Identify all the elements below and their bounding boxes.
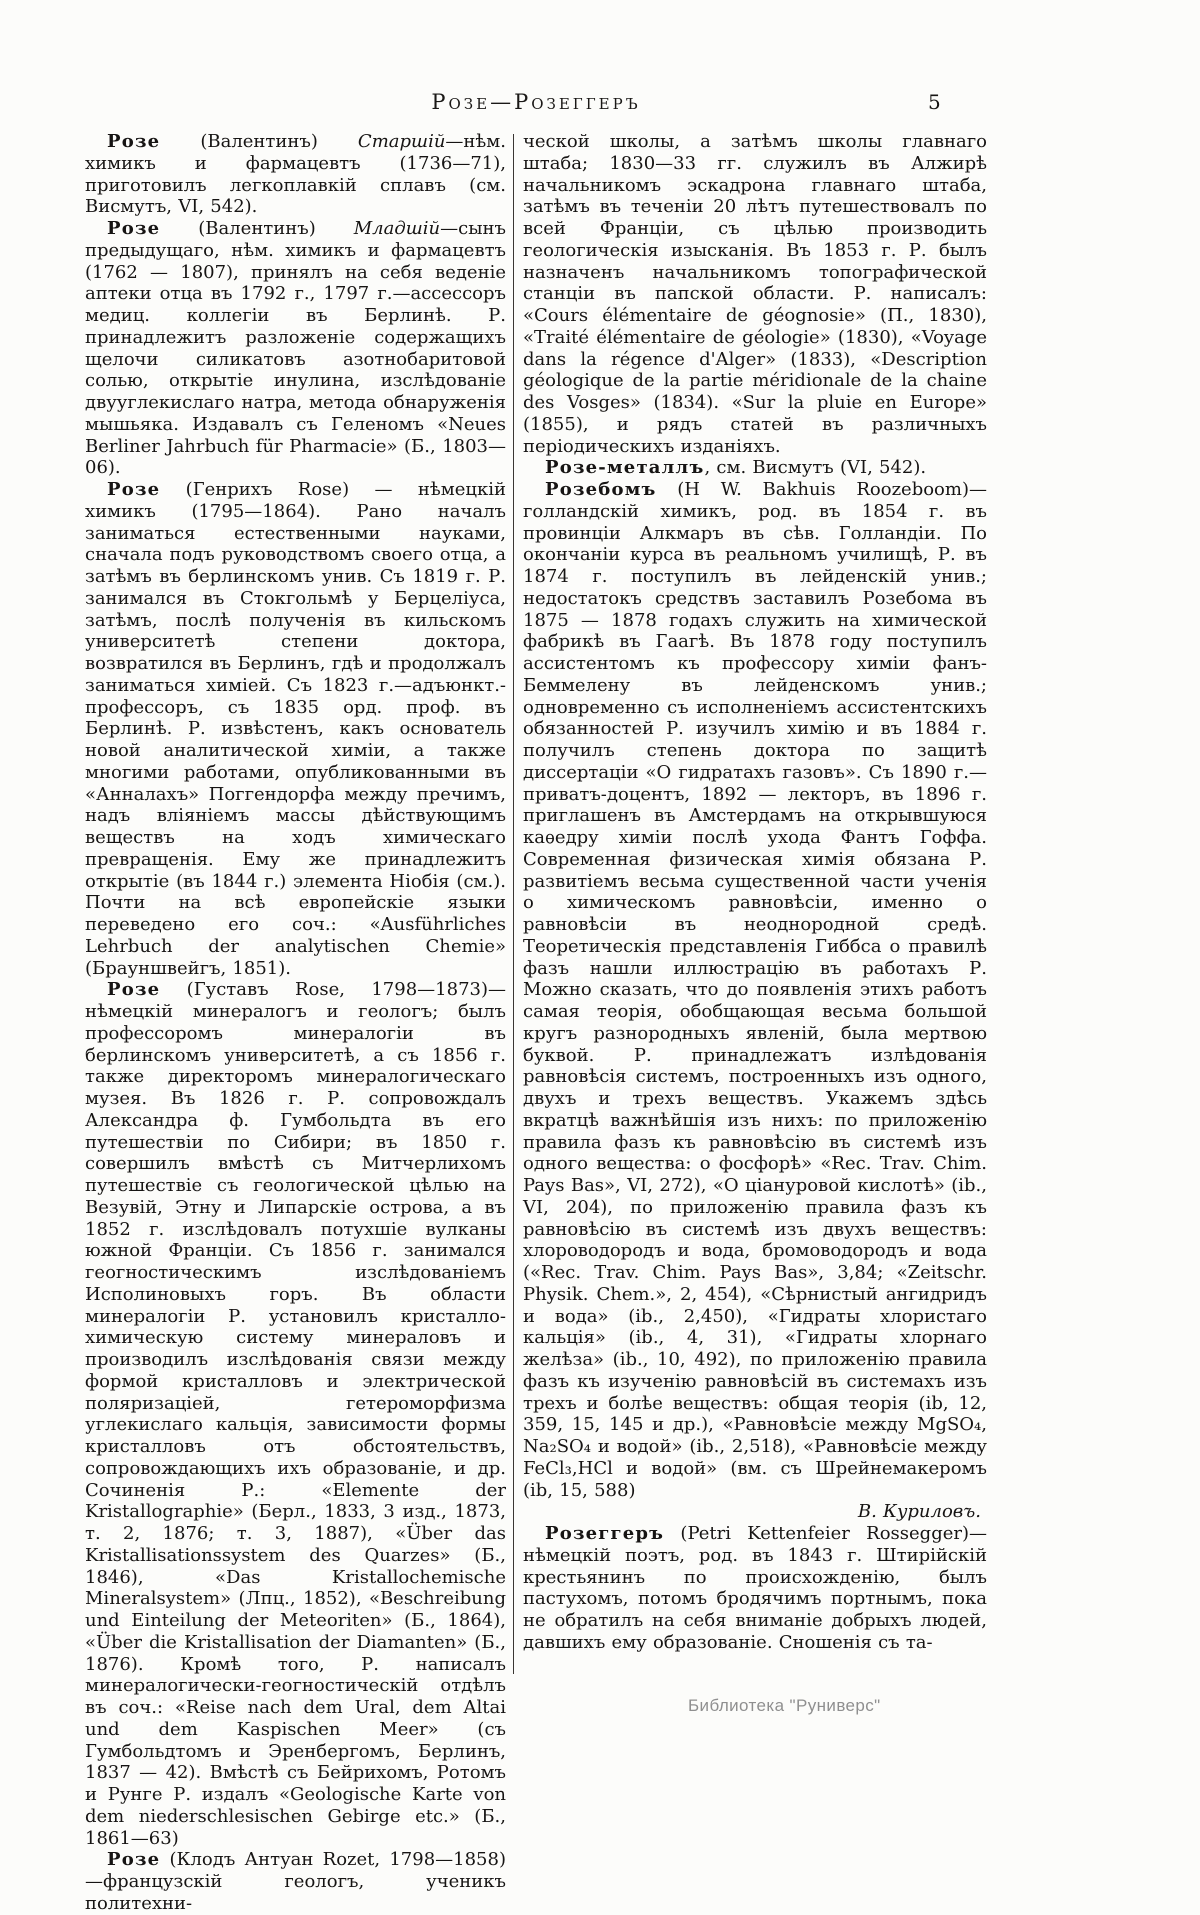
text-segment: —сынъ предыдущаго, нѣм. химикъ и фармацевтъ (1762 — 1807), принялъ на себя веденіе аптеки отца въ 1792 г., 1797 г.—ассессоръ медиц. коллегіи въ Берлинѣ. Р. принадлежитъ разложеніе содержащихъ щелочи силикатовъ азотнобаритовой солью, открытіе инулина, изслѣдованіе двууглекислаго натра, метода обнаруженія мышьяка. Издавалъ съ Геленомъ «Neues Berliner Jahrbuch für Pharmacie» (Б., 1803—06).	[85, 218, 506, 479]
text-segment: (Валентинъ)	[160, 131, 358, 152]
column-divider-rule	[513, 134, 514, 1674]
entry-rose-claude-antoine	[85, 1849, 506, 1914]
entry-rose-valentin-senior	[85, 131, 506, 218]
author-signature	[523, 1501, 987, 1523]
entry-headword: Розе	[107, 131, 161, 152]
library-watermark: Библиотека "Руниверс"	[688, 1696, 881, 1715]
entry-rose-heinrich	[85, 479, 506, 979]
text-segment: (Petri Kettenfeier Rossegger)—нѣмецкій поэтъ, род. въ 1843 г. Штирійскій крестьянинъ по происхожденію, былъ пастухомъ, потомъ бродячимъ портнымъ, пока не обратилъ на себя вниманіе добрыхъ людей, давшихъ ему образованіе. Сношенія съ та-	[523, 1523, 987, 1653]
italic-text-segment: В. Куриловъ.	[857, 1501, 981, 1523]
entry-rose-metall	[523, 457, 987, 479]
text-segment: (Густавъ Rose, 1798—1873)—нѣмецкій минералогъ и геологъ; былъ профессоромъ минералогіи въ берлинскомъ университетѣ, а съ 1856 г. также директоромъ минералогическаго музея. Въ 1826 г. Р. сопровождалъ Александра ф. Гумбольдта въ его путешествіи по Сибири; въ 1850 г. совершилъ вмѣстѣ съ Митчерлихомъ путешествіе съ геологической цѣлью на Везувій, Этну и Липарскіе острова, а въ 1852 г. изслѣдовалъ потухшіе вулканы южной Франціи. Съ 1856 г. занимался геогностическимъ изслѣдованіемъ Исполиновыхъ горъ. Въ области минералогіи Р. установилъ кристалло-химическую систему минераловъ и производилъ изслѣдованія связи между формой кристалловъ и электрической поляризаціей, гетероморфизма углекислаго кальція, зависимости формы кристалловъ отъ обстоятельствъ, сопровождающихъ ихъ образованіе, и др. Сочиненія Р.: «Elemente der Kristallographie» (Берл., 1833, 3 изд., 1873, т. 2, 1876; т. 3, 1887), «Über das Kristallisationssystem des Quarzes» (Б., 1846), «Das Kristallochemische Mineralsystem» (Лпц., 1852), «Beschreibung und Einteilung der Meteoriten» (Б., 1864), «Über die Kristallisation der Diamanten» (Б., 1876). Кромѣ того, Р. написалъ минералогически-геогностическій отдѣлъ въ соч.: «Reise nach dem Ural, dem Altai und dem Kaspischen Meer» (съ Гумбольдтомъ и Эренбергомъ, Берлинъ, 1837 — 42). Вмѣстѣ съ Бейрихомъ, Ротомъ и Рунге Р. издалъ «Geologische Karte von dem niederschlesischen Gebirge etc.» (Б., 1861—63)	[85, 979, 506, 1849]
italic-text-segment: Младшій	[353, 218, 441, 239]
text-segment: , см. Висмутъ (VI, 542).	[704, 457, 927, 479]
column-right	[523, 131, 987, 1654]
text-segment: (Генрихъ Rose) — нѣмецкій химикъ (1795—1864). Рано началъ заниматься естественными науками, сначала подъ руководствомъ своего отца, а затѣмъ въ берлинскомъ унив. Съ 1819 г. Р. занимался въ Стокгольмѣ у Берцеліуса, затѣмъ, послѣ полученія въ кильскомъ университетѣ степени доктора, возвратился въ Берлинъ, гдѣ и продолжалъ заниматься химіей. Съ 1823 г.—адъюнкт.-профессоръ, съ 1835 орд. проф. въ Берлинѣ. Р. извѣстенъ, какъ основатель новой аналитической химіи, а также многими работами, опубликованными въ «Анналахъ» Поггендорфа между пречимъ, надъ вліяніемъ массы дѣйствующимъ веществъ на ходъ химическаго превращенія. Ему же принадлежитъ открытіе (въ 1844 г.) элемента Ніобія (см.). Почти на всѣ европейскіе языки переведено его соч.: «Ausführliches Lehrbuch der analytischen Chemie» (Брауншвейгъ, 1851).	[85, 479, 506, 979]
text-segment: ческой школы, а затѣмъ школы главнаго штаба; 1830—33 гг. служилъ въ Алжирѣ начальникомъ эскадрона главнаго штаба, затѣмъ въ теченіи 20 лѣтъ путешествовалъ по всей Франціи, съ цѣлью производить геологическія изысканія. Въ 1853 г. Р. былъ назначенъ начальникомъ топографической станціи въ папской области. Р. написалъ: «Cours élémentaire de géognosie» (П., 1830), «Traité élémentaire de géologie» (1830), «Voyage dans la régence d'Alger» (1833), «Description géologique de la partie méridionale de la chaine des Vosges» (1834). «Sur la pluie en Europe» (1855), и рядъ статей въ различныхъ періодическихъ изданіяхъ.	[523, 131, 987, 457]
entry-rose-gustav	[85, 979, 506, 1849]
page-number: 5	[928, 90, 941, 114]
entry-headword: Розе	[107, 479, 161, 500]
column-left	[85, 131, 506, 1915]
italic-text-segment: Старшій	[357, 131, 446, 152]
entry-headword: Розе-металлъ	[545, 457, 705, 479]
entry-roozeboom	[523, 479, 987, 1501]
entry-rose-valentin-junior	[85, 218, 506, 479]
text-segment: (Валентинъ)	[160, 218, 354, 239]
text-segment: (Клодъ Антуан Rozet, 1798—1858) —французскій геологъ, ученикъ политехни-	[85, 1849, 506, 1914]
running-head-title: Розе—Розеггеръ	[431, 90, 641, 114]
text-segment: —нѣм. химикъ и фармацевтъ (1736—71), приготовилъ легкоплавкій сплавъ (см. Висмутъ, VI, 542).	[85, 131, 506, 218]
entry-rozet-continuation	[523, 131, 987, 457]
entry-headword: Розе	[107, 218, 161, 239]
entry-headword: Розе	[107, 979, 161, 1001]
entry-headword: Розебомъ	[545, 479, 657, 500]
entry-headword: Розе	[107, 1849, 161, 1871]
entry-rosegger	[523, 1523, 987, 1654]
entry-headword: Розеггеръ	[545, 1523, 665, 1544]
text-segment: (H W. Bakhuis Roozeboom)—голландскій химикъ, род. въ 1854 г. въ провинціи Алкмаръ въ сѣв. Голландіи. По окончаніи курса въ реальномъ училищѣ, Р. въ 1874 г. поступилъ въ лейденскій унив.; недостатокъ средствъ заставилъ Розебома въ 1875 — 1878 годахъ служить на химической фабрикѣ въ Гаагѣ. Въ 1878 году поступилъ ассистентомъ къ профессору химіи фанъ-Беммелену въ лейденскомъ унив.; одновременно съ исполненіемъ ассистентскихъ обязанностей Р. изучилъ химію и въ 1884 г. получилъ степень доктора по защитѣ диссертаціи «О гидратахъ газовъ». Съ 1890 г.—приватъ-доцентъ, 1892 — лекторъ, въ 1896 г. приглашенъ въ Амстердамъ на открывшуюся каѳедру химіи послѣ ухода Фантъ Гоффа. Современная физическая химія обязана Р. развитіемъ весьма существенной части ученія о химическомъ равновѣсіи, именно о равновѣсіи въ неоднородной средѣ. Теоретическія представленія Гиббса о правилѣ фазъ нашли иллюстрацію въ работахъ Р. Можно сказать, что до появленія этихъ работъ самая теорія, обобщающая весьма большой кругъ разнородныхъ явленій, была мертвою буквой. Р. принадлежатъ излѣдованія равновѣсія системъ, построенныхъ изъ одного, двухъ и трехъ веществъ. Укажемъ здѣсь вкратцѣ важнѣйшія изъ нихъ: по приложенію правила фазъ къ равновѣсію въ системѣ изъ одного вещества: о фосфорѣ» «Rec. Trav. Chim. Pays Bas», VI, 272), «О ціануровой кислотѣ» (ib., VI, 204), по приложенію правила фазъ къ равновѣсію въ системѣ изъ двухъ веществъ: хлороводородъ и вода, бромоводородъ и вода («Rec. Trav. Chim. Pays Bas», 3,84; «Zeitschr. Physik. Chem.», 2, 454), «Сѣрнистый ангидридъ и вода» (ib., 2,450), «Гидраты хлористаго кальція» (ib., 4, 31), «Гидраты хлорнаго желѣза» (ib., 10, 492), по приложенію правила фазъ къ изученію равновѣсій въ системахъ изъ трехъ и болѣе веществъ: общая теорія (ib, 12, 359, 15, 145 и др.), «Равновѣсіе между MgSO₄, Na₂SO₄ и водой» (ib., 2,518), «Равновѣсіе между FeCl₃,HCl и водой» (вм. съ Шрейнемакеромъ (ib, 15, 588)	[523, 479, 987, 1501]
